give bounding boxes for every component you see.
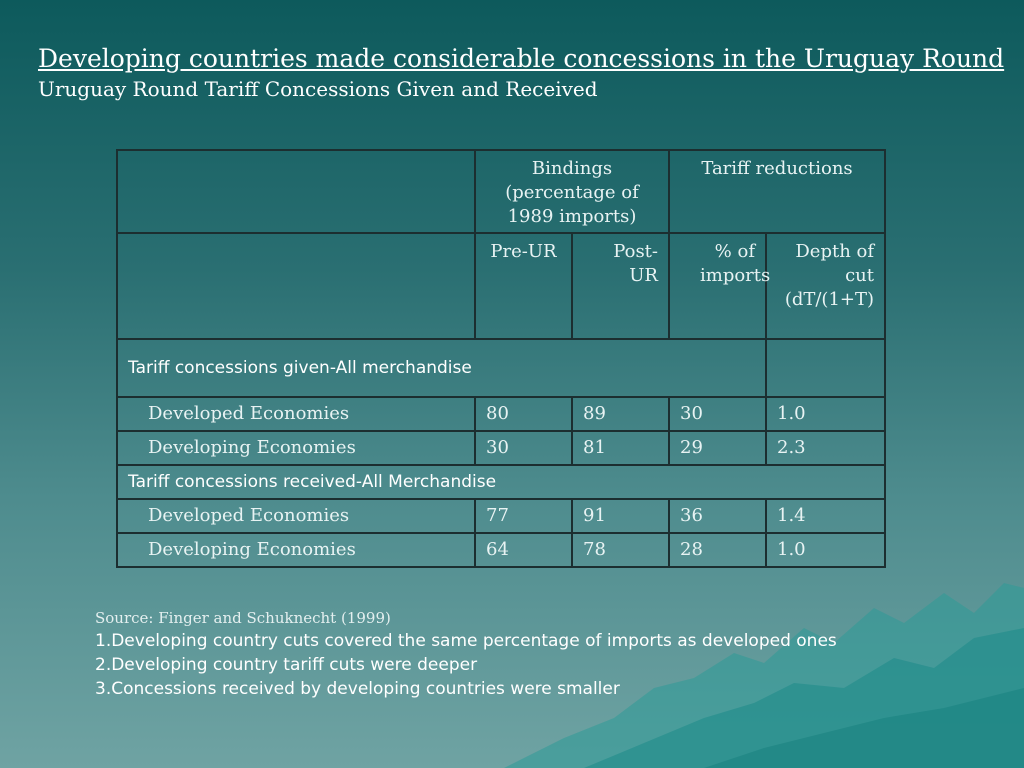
section-label-given: Tariff concessions given-All merchandise [117,339,766,397]
notes-block [95,607,837,701]
section-empty-cell [766,339,885,397]
cell-pre-ur: 77 [475,499,572,533]
cell-pre-ur: 64 [475,533,572,567]
header-bindings [475,150,669,233]
cell-post-ur: 91 [572,499,669,533]
header-empty-cell [117,150,475,233]
cell-pct-imports: 36 [669,499,766,533]
cell-depth-of-cut: 1.0 [766,533,885,567]
note-item: 3.Concessions received by developing countries were smaller [95,679,620,699]
cell-post-ur: 89 [572,397,669,431]
cell-pct-imports: 29 [669,431,766,465]
header-post-ur [572,233,669,339]
section-label-received: Tariff concessions received-All Merchandise [117,465,885,499]
table-row [117,397,885,431]
cell-depth-of-cut: 2.3 [766,431,885,465]
table-row [117,431,885,465]
cell-post-ur: 78 [572,533,669,567]
tariff-table [116,149,886,568]
slide-title: Developing countries made considerable concessions in the Uruguay Round [38,44,1005,73]
header-depth-of-cut [766,233,885,339]
row-label: Developing Economies [117,533,475,567]
header-tariff-reductions: Tariff reductions [669,150,885,233]
table-row [117,533,885,567]
subheader-empty-cell [117,233,475,339]
header-pct-imports [669,233,771,339]
cell-pct-imports: 30 [669,397,766,431]
note-item: 2.Developing country tariff cuts were deeper [95,655,478,675]
row-label: Developing Economies [117,431,475,465]
cell-pre-ur: 30 [475,431,572,465]
header-post-ur-text: Post-UR [613,241,658,286]
cell-depth-of-cut: 1.4 [766,499,885,533]
header-bindings-text: Bindings (percentage of 1989 imports) [505,158,639,227]
slide-subtitle: Uruguay Round Tariff Concessions Given and Received [38,77,598,101]
header-pct-imports-text: % of imports [700,241,771,286]
note-item: 1.Developing country cuts covered the same percentage of imports as developed ones [95,631,837,651]
header-depth-of-cut-text: Depth of cut (dT/(1+T) [784,241,875,310]
cell-pre-ur: 80 [475,397,572,431]
row-label: Developed Economies [117,397,475,431]
table-row [117,499,885,533]
cell-pct-imports: 28 [669,533,766,567]
header-pre-ur: Pre-UR [475,233,572,339]
row-label: Developed Economies [117,499,475,533]
source-citation: Source: Finger and Schuknecht (1999) [95,609,391,627]
cell-depth-of-cut: 1.0 [766,397,885,431]
cell-post-ur: 81 [572,431,669,465]
